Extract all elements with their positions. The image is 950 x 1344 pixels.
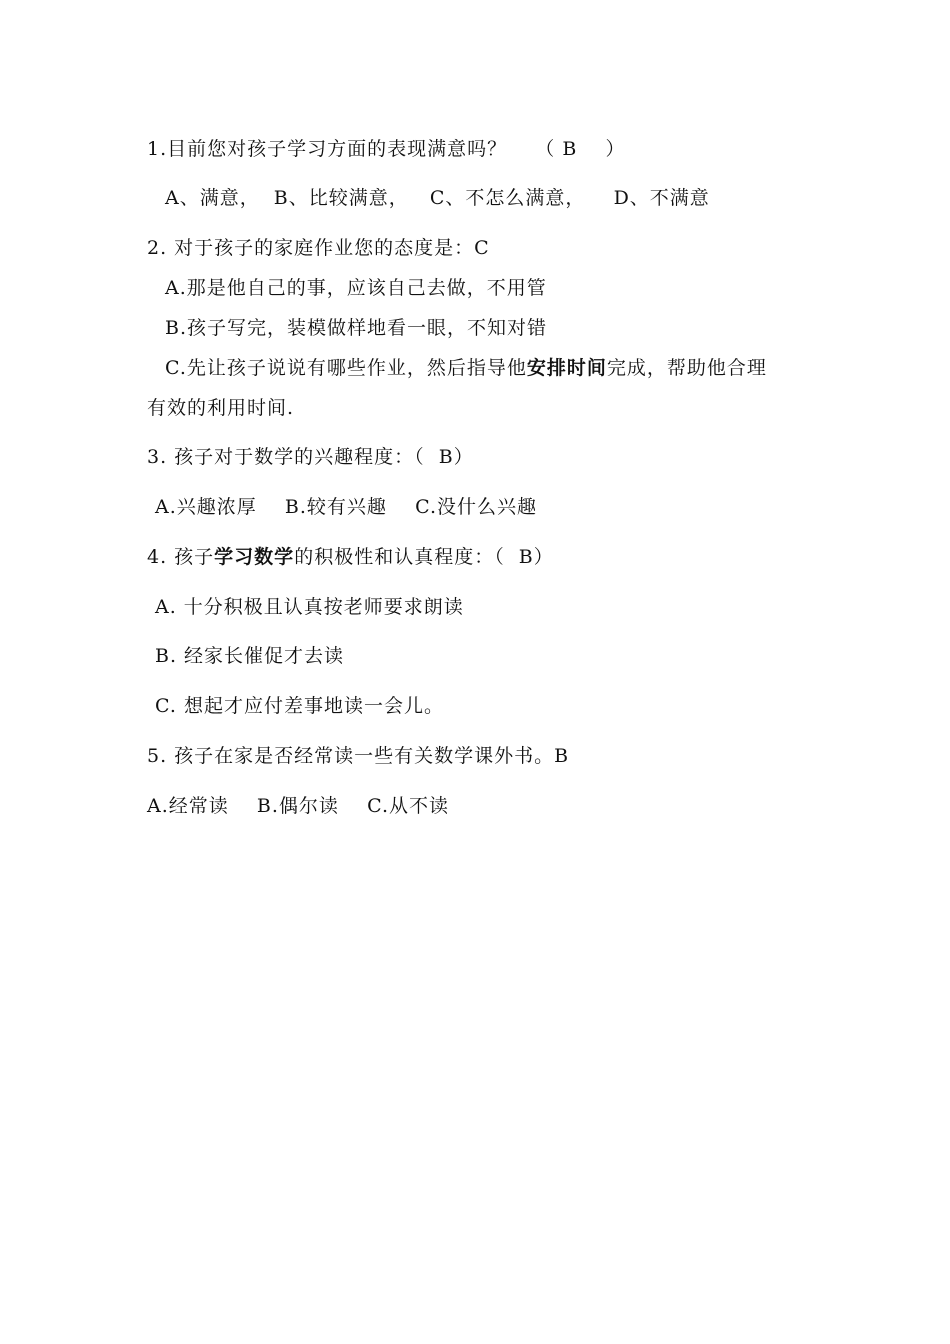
question-2-option-c-continuation: 有效的利用时间.: [147, 397, 295, 419]
question-4-text-end: 的积极性和认真程度：（ B）: [294, 546, 554, 568]
question-4-option-c: C. 想起才应付差事地读一会儿。: [155, 695, 444, 717]
question-2-option-c-text: C.先让孩子说说有哪些作业，然后指导他: [165, 357, 527, 379]
question-1: 1.目前您对孩子学习方面的表现满意吗？ （ B ）: [147, 138, 626, 160]
question-2-option-c-text-end: 完成，帮助他合理: [606, 357, 767, 379]
question-2-option-b: B.孩子写完，装模做样地看一眼，不知对错: [165, 317, 548, 339]
question-3-options: A.兴趣浓厚 B.较有兴趣 C.没什么兴趣: [155, 496, 537, 518]
question-4-emphasis: 学习数学: [214, 546, 295, 568]
question-2-option-c-emphasis: 安排时间: [526, 357, 607, 379]
question-4-option-a: A. 十分积极且认真按老师要求朗读: [155, 596, 464, 618]
question-4-text: 4. 孩子: [147, 546, 215, 568]
question-2: 2. 对于孩子的家庭作业您的态度是：C: [147, 237, 490, 259]
question-4-option-b: B. 经家长催促才去读: [155, 645, 345, 667]
question-3: 3. 孩子对于数学的兴趣程度：（ B）: [147, 446, 474, 468]
question-4: [147, 545, 554, 569]
question-5: 5. 孩子在家是否经常读一些有关数学课外书。B: [147, 745, 570, 767]
question-2-option-a: A.那是他自己的事，应该自己去做，不用管: [165, 277, 547, 299]
question-5-options: A.经常读 B.偶尔读 C.从不读: [147, 795, 449, 817]
question-2-option-c: [165, 356, 767, 380]
question-1-options: A、满意， B、比较满意， C、不怎么满意， D、不满意: [165, 187, 710, 209]
